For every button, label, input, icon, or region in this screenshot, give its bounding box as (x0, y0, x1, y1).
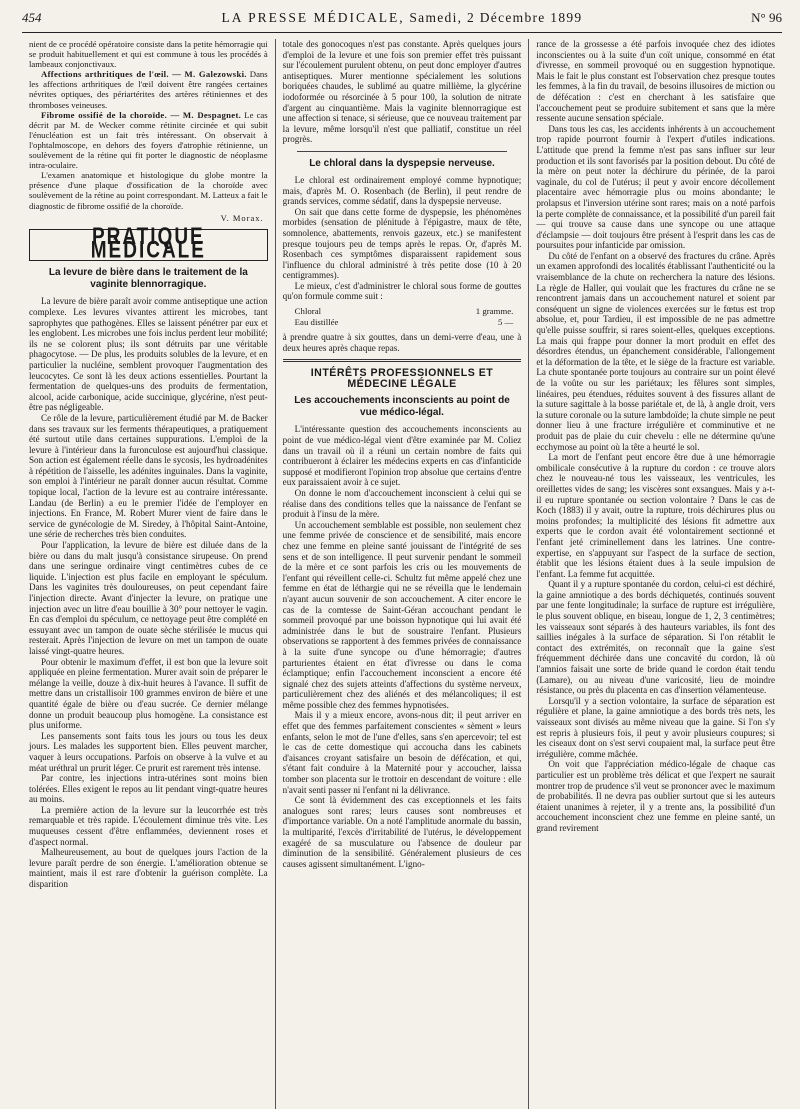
prescription-formula (295, 306, 514, 328)
formula-row (295, 317, 514, 328)
body-paragraph: Ce sont là évidemment des cas exceptionnels et les faits analogues sont rares; leurs causes sont nombreuses et d'importance variable. On a noté l'amplitude anormale du bassin, la multiparité, l'excès d'irritabilité de l'utérus, le développement exagéré de sa musculature ou l'absence de douleur par diminution de la sensibilité. Généralement plusieurs de ces causes agissent simultanément. L'igno- (282, 795, 522, 869)
body-paragraph: Ce rôle de la levure, particulièrement étudié par M. de Backer dans ses travaux sur les ferments thérapeutiques, a pratiquement été surtout utile dans certaines suppurations. L'emploi de la levure à l'intérieur dans la furonculose est aujourd'hui classique. Son action est également réelle dans le sycosis, les hydroadénites à répétition de l'aisselle, les adénites inguinales. Dans la vaginite, son emploi à l'intérieur ne paraît donner aucun résultat. Comme topique local, l'action de la levure est au contraire intéressante. Landau (de Berlin) a eu le premier l'idée de l'employer en injections. En France, M. Robert Murer vient de faire dans le service de gynécologie de M. Siredey, à l'hôpital Saint-Antoine, une série de recherches très bien conduites. (29, 412, 268, 540)
formula-item: Chloral (294, 306, 322, 317)
divider (297, 151, 508, 152)
note-heading: Fibrome ossifié de la choroïde. — M. Despagnet. (41, 109, 242, 120)
note-paragraph: L'examen anatomique et histologique du globe montre la présence d'une plaque d'ossification de la choroïde avec soulèvement de la rétine au point correspondant. M. Latteux a fait le diagnostic de fibrome ossifié de la choroïde. (29, 170, 268, 211)
formula-qty: 1 gramme. (475, 306, 514, 317)
article-title: Les accouchements inconscients au point de vue médico-légal. (294, 395, 510, 419)
body-paragraph: Le chloral est ordinairement employé comme hypnotique; mais, d'après M. O. Rosenbach (de Berlin), il peut rendre de grands services, comme sédatif, dans la dyspepsie nerveuse. (282, 174, 522, 207)
issue-date: Samedi, 2 Décembre 1899 (409, 10, 583, 25)
body-paragraph: Pour obtenir le maximum d'effet, il est bon que la levure soit appliquée en pleine fermentation. Murer avait soin de préparer le mélange la veille, douze à dix-huit heures à l'avance. Il suffit de mettre dans un cristallisoir 100 grammes environ de bière et une quantité égale de bière ou d'eau sucrée. Ce dernier mélange donne un produit beaucoup plus homogène. La consistance est plus uniforme. (29, 656, 268, 731)
article-title: La levure de bière dans le traitement de la vaginite blennorragique. (48, 267, 248, 291)
body-paragraph: Les pansements sont faits tous les jours ou tous les deux jours. Les malades les supportent bien. Elles peuvent marcher, vaquer à leurs occupations. Parfois on observe à la vulve et au méat uréthral un prurit léger. Ce prurit est rarement très intense. (29, 730, 268, 773)
article-columns (22, 39, 782, 1109)
body-paragraph: Le mieux, c'est d'administrer le chloral sous forme de gouttes qu'on formule comme suit : (282, 280, 522, 302)
continued-paragraph: nient de ce procédé opératoire consiste dans la petite hémorragie qui se produit habituellement et qui est commune à tous les procédés à lambeaux conjonctivaux. (29, 39, 268, 70)
body-paragraph: Quant il y a rupture spontanée du cordon, celui-ci est déchiré, la gaine amniotique a des bords déchiquetés, continués souvent par une fente longitudinale; la surface de rupture est irrégulière, le plus souvent oblique, en biseau, longue de 1, 2, 3 centimètres; les vaisseaux sont séparés à des hauteurs variables, ils font des saillies inégales à la surface de séparation. Si l'on rétablit le contact des extrémités, on reconnaît que la gaine s'est fréquemment déchirée dans une concavité du cordon, là où l'amnios faisait une sorte de bride quand le cordon était tendu (Lamare), ou au niveau d'une varicosité, lieu de moindre résistance, ou près du placenta en cas d'insertion vélamenteuse. (536, 579, 776, 696)
body-paragraph: On donne le nom d'accouchement inconscient à celui qui se réalise dans des conditions telles que la naissance de l'enfant se produit à l'insu de la mère. (282, 488, 522, 520)
author-signature: V. Morax. (220, 212, 264, 223)
body-paragraph: La mort de l'enfant peut encore être due à une hémorragie ombilicale consécutive à la rupture du cordon : ce trouve alors chez le nouveau-né tous les vaisseaux, les ventricules, les oreillettes vides de sang; les viscères sont exsangues. Mais y a-t-il eu rupture spontanée ou section volontaire ? Dans le cas de Koch (1883) il y avait, outre la rupture, trois déchirures plus ou moins profondes; la multiplicité des lésions fit admettre aux experts que le cordon avait été volontairement sectionné et l'enfant jeté criminellement dans les latrines. Une contre-expertise, en s'appuyant sur l'aspect de la surface de section, établit que les lésions étaient dues à la seule impulsion de l'enfant. La femme fut acquittée. (536, 452, 776, 579)
page-number: 454 (22, 10, 42, 25)
note-body: Le cas décrit par M. de Wecker comme rétinite circinée et qui subit l'énucléation est un fait très intéressant. On observait à l'ophtalmoscope, en dehors des foyers d'atrophie rétinienne, un soulèvement de la rétine qui fit porter le diagnostic de néoplasme intra-oculaire. (29, 109, 268, 171)
note-arthritic (29, 69, 268, 109)
section-rubric: PRATIQUE MÉDICALE (90, 224, 206, 264)
body-paragraph: Lorsqu'il y a section volontaire, la surface de séparation est régulière et plane, la gaine amniotique a des bords très nets, les vaisseaux sont divisés au même niveau que la gaine. Si l'on s'y est repris à plusieurs fois, il peut y avoir plusieurs coupures; si les ciseaux dont on s'est servi coupaient mal, la surface peut être irrégulière, comme mâchée. (536, 695, 776, 759)
body-paragraph: à prendre quatre à six gouttes, dans un demi-verre d'eau, une à deux heures après chaque repas. (282, 332, 522, 353)
section-rubric: INTÉRÊTS PROFESSIONNELS ET MÉDECINE LÉGALE (310, 367, 494, 390)
formula-item: Eau distillée (294, 317, 339, 328)
article-title: Le chloral dans la dyspepsie nerveuse. (309, 157, 495, 169)
body-paragraph: Malheureusement, au bout de quelques jours l'action de la levure paraît perdre de son énergie. L'amélioration obtenue se maintient, mais il est rare d'obtenir la guérison complète. La disparition (29, 847, 268, 890)
continued-paragraph: rance de la grossesse a été parfois invoquée chez des idiotes inconscientes ou à la suite d'un coït unique, consommé en état d'ivresse, en sommeil provoqué ou en suggestion hypnotique. Mais le fait le plus constant est l'observation chez presque toutes les femmes, à la fin du travail, de besoins illusoires de miction ou de défécation : c'est en cherchant à les satisfaire que l'accouchement peut se produire subitement et sans que la mère ressente aucune sensation spéciale. (536, 39, 776, 124)
masthead (222, 10, 583, 26)
page-header (22, 10, 782, 33)
body-paragraph: Du côté de l'enfant on a observé des fractures du crâne. Après un examen approfondi des localités établissant l'authenticité ou la vraisemblance de la chute on recherchera la nature des lésions. La règle de Haller, qui voulait que les fractures du crâne ne se rencontrent jamais dans un accouchement naturel et soient par conséquent un signe de violences exercées sur le fœtus est trop absolue, et, pour Tardieu, il est impossible de ne pas admettre qu'elle puisse souffrir, si rares soient-elles, quelques exceptions. La mais qui frappe pour donner la mort produit en effet des désordres étendus, un épanchement considérable, l'allongement et la déformation de la tête, et le siège de la fracture est variable. La chute spontanée porte toujours au contraire sur un point élevé de la voûte ou sur les pariétaux; les fêlures sont simples, linéaires, peu étendues, réduites souvent à des fissures allant de la suture sagittale à la bosse pariétale et, de là, à angle droit, vers la suture coronale ou la suture lambdoïde; la chute simple ne peut donner lieu à une fracture irrégulière et comminutive et ne produit pas de plaie du cuir chevelu : elle ne détermine qu'une ecchymose au point où la tête a heurté le sol. (536, 250, 776, 452)
body-paragraph: On voit que l'appréciation médico-légale de chaque cas particulier est un problème très délicat et que l'expert ne saurait montrer trop de prudence s'il veut se prononcer avec le maximum de probabilités. Il ne devra pas oublier surtout que si les auteurs étaient unanimes à rejeter, il y a trente ans, la possibilité d'un accouchement inconscient chez une femme en pleine santé, un grand revirement (536, 759, 776, 833)
body-paragraph: La première action de la levure sur la leucorrhée est très remarquable et très rapide. L'écoulement diminue très vite. Les muqueuses cessent d'être enflammées, deviennent roses et d'aspect normal. (29, 804, 268, 847)
note-heading: Affections arthritiques de l'œil. — M. Galezowski. (41, 69, 247, 80)
body-paragraph: Par contre, les injections intra-utérines sont moins bien tolérées. Elles exigent le repos au lit pendant vingt-quatre heures au moins. (29, 773, 268, 805)
section-rubric-box (29, 224, 268, 264)
body-paragraph: Un accouchement semblable est possible, non seulement chez une femme privée de conscience et de sensibilité, mais encore chez une femme en pleine santé jouissant de l'intégrité de ses sens et de son intelligence. Il peut survenir pendant le sommeil de la mère et ce sont parfois les cris ou les mouvements de l'enfant qui réveillent celle-ci. Schultz fut même appelé chez une femme en état de léthargie qui ne se réveilla que le lendemain n'ayant aucun souvenir de son accouchement. A citer encore le cas de la comtesse de Saint-Géran accouchant pendant le sommeil provoqué par une boisson hypnotique qui lui avait été administrée dans le but de soustraire l'enfant. Plusieurs observations se rapportent à des femmes privées de connaissance à la suite d'une syncope ou d'une hémorragie; d'autres parturientes étaient en état d'ivresse ou dans le coma éclamptique; enfin l'accouchement inconscient a encore été signalé chez des sujets atteints d'affections du système nerveux, particulièrement chez des aliénés et des mélancoliques; il est même possible chez des femmes hypnotisées. (282, 519, 522, 710)
body-paragraph: La levure de bière paraît avoir comme antiseptique une action complexe. Les levures vivantes attirent les microbes, tant saprophytes que pathogènes. Elles se laissent pénétrer par eux et les englobent. Les microbes une fois inclus perdent leur mobilité; ils ne se colorent plus; ils sont détruits par une véritable phagocytose. — De plus, les produits solubles de la levure, et en particulier la nucléine, semblent provoquer l'augmentation des leucocytes. Ce sont là les deux actions essentielles. Pourtant la fermentation de quelques-uns des produits de fermentation, alcool, acide carbonique, acide succinique, glycérine, n'est peut-être pas négligeable. (29, 296, 268, 413)
column-middle (275, 39, 529, 1109)
formula-qty: 5 — (497, 317, 514, 328)
body-paragraph: Pour l'application, la levure de bière est diluée dans de la bière ou dans du malt jusqu'à consistance sirupeuse. On prend dans une seringue ordinaire vingt centimètres cubes de ce liquide. L'injection est plus facile en employant le spéculum. Dans les vaginites très douloureuses, on peut cependant faire l'injection directe. Avant d'injecter la levure, on pratique une injection avec un litre d'eau bouillie à 30° pour nettoyer le vagin. En cas d'emploi du spéculum, ce nettoyage peut être complété en essuyant avec un tampon de ouate sèche stérilisée le mucus qui resterait. Après l'injection de levure on met un tampon de ouate laissé vingt-quatre heures. (29, 540, 268, 656)
body-paragraph: On sait que dans cette forme de dyspepsie, les phénomènes morbides (sensation de plénitude à l'épigastre, maux de tête, somnolence, abattements, renvois gazeux, etc.) se manifestent presque toujours peu de temps après le repas. Or, d'après M. Rosenbach ces symptômes disparaissent rapidement sous l'influence du chloral administré à très petite dose (10 à 20 centigrammes). (282, 206, 522, 281)
column-left (22, 39, 275, 1109)
formula-row (295, 306, 514, 317)
journal-title: LA PRESSE MÉDICALE, (221, 10, 405, 25)
issue-number: N° 96 (751, 10, 782, 25)
body-paragraph: Mais il y a mieux encore, avons-nous dit; il peut arriver en effet que des femmes parfaitement conscientes « sèment » leurs enfants, selon le mot de l'une d'elles, sans s'en apercevoir; tel est le cas de cette domestique qui accoucha dans les cabinets d'aisances croyant satisfaire un besoin de défécation, et qui, s'étant fait conduire à la Maternité pour y accoucher, laissa tomber son placenta sur le trottoir en descendant de voiture : elle n'avait senti passer ni l'enfant ni la délivrance. (282, 710, 522, 795)
body-paragraph: Dans tous les cas, les accidents inhérents à un accouchement trop rapide pourront fournir à l'expert d'utiles indications. L'attitude que prend la femme n'est pas sans influer sur leur production et ils sont favorisés par la position debout. Du côté de la mère on peut noter la déchirure du périnée, de la paroi vaginale, du col de l'utérus; il peut y avoir encore décollement placentaire avec hémorragie plus ou moins abondante; le prolapsus et l'inversion utérine sont rares; mais on a noté parfois la perte complète de connaissance, et la possibilité d'un pareil fait — qui trouve sa cause dans une syncope ou une attaque d'éclampsie — doit toujours être présent à l'esprit dans les cas de poursuites pour infanticide par omission. (536, 123, 776, 251)
article-body (29, 296, 268, 889)
continued-paragraph: totale des gonocoques n'est pas constante. Après quelques jours d'emploi de la levure et une fois son premier effet très puissant sur l'écoulement purulent obtenu, on peut donc employer d'autres antiseptiques. Murer mentionne spécialement les solutions boriquées chaudes, le sublimé au quatre millième, la glycérine iodoformée ou résorcinée à 5 pour 100, la solution de nitrate d'argent au cinquantième. Mais la vaginite blennorragique est une affection si tenace, si sérieuse, que ce nouveau traitement par la levure, même lorsqu'il n'est que palliatif, constitue un réel progrès. (282, 39, 522, 145)
column-right (528, 39, 782, 1109)
note-fibroma (29, 110, 268, 171)
note-body: Dans les affections arthritiques de l'œil doivent être rangées certaines névrites optiques, des périartérites des artères rétiniennes et des thromboses veineuses. (29, 69, 268, 110)
body-paragraph: L'intéressante question des accouchements inconscients au point de vue médico-légal vient d'être examinée par M. Coliez dans un travail où il a réuni un certain nombre de faits qui contribueront à éclairer les médecins experts en cas d'infanticide supposé et modifieront l'opinion trop absolue que certains d'entre eux paraissaient avoir à ce sujet. (282, 424, 522, 488)
section-divider (283, 359, 522, 362)
